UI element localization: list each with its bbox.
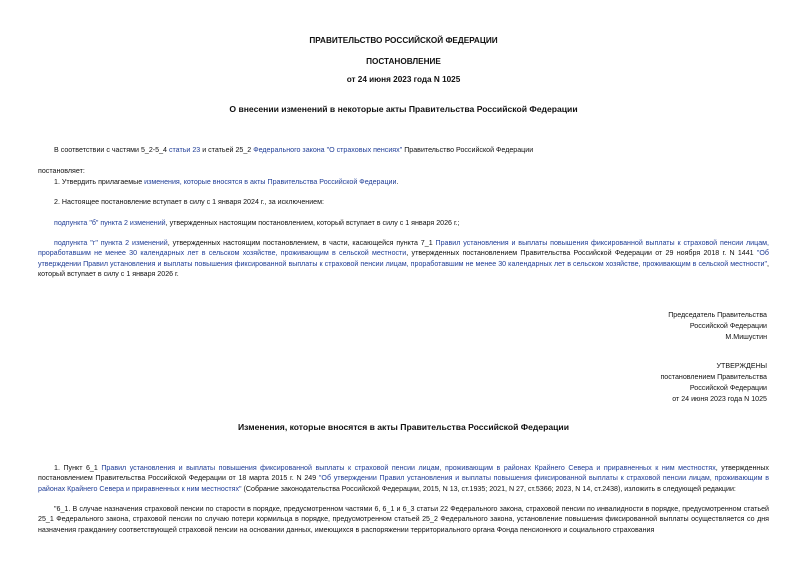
item-1-paragraph [54, 177, 398, 187]
item-1-text: . [396, 178, 399, 186]
item-1-link-changes[interactable]: изменения, которые вносятся в акты Правительства Российской Федерации [144, 178, 397, 186]
changes-item-6-1-paragraph: "6_1. В случае назначения страховой пенсии по старости в порядке, предусмотренном частями 6, 6_1 и 6_3 статьи 22 Федерального закона, страховой пенсии по инвалидности в порядке, предусмотренном статьей 25_1 Федерального закона, страховой пенсии по случаю потери кормильца в порядке, предусмотренном статьей 25_2 Федерального закона, установление повышения фиксированной выплаты осуществляется со дня назначения гражданину соответствующей страховой пенсии на основании данных, имеющихся в распоряжении территориального органа Фонда пенсионного и социального страхования [38, 505, 769, 534]
changes-item-1-text: , утвержденных постановлением Правительства Российской Федерации от 18 марта 2015 г. N 249 [38, 464, 769, 483]
preamble-text: Правительство Российской Федерации [402, 146, 534, 154]
preamble-text: В соответствии с частями 5_2-5_4 [54, 146, 169, 154]
changes-item-1-link-resolution-249[interactable]: "Об утверждении Правил установления и выплаты повышения фиксированной выплаты к страховой пенсии лицам, проживающим в районах Крайнего Севера и приравненных к ним местностях" [38, 474, 769, 493]
preamble-paragraph [54, 145, 533, 155]
approval-line: Российской Федерации [689, 383, 767, 392]
signature-position: Председатель Правительства [668, 311, 767, 319]
changes-item-1-paragraph [38, 463, 769, 494]
item-2b-text: , утвержденных настоящим постановлением, в части, касающейся пункта 7_1 [167, 239, 436, 247]
item-2b-link-resolution-1441[interactable]: "Об утверждении Правил установления и выплаты повышения фиксированной выплаты к страховой пенсии лицам, проработавшим не менее 30 календарных лет в сельском хозяйстве, проживающим в сельской местности" [38, 249, 769, 268]
approval-block [660, 361, 767, 405]
item-2-paragraph: 2. Настоящее постановление вступает в силу с 1 января 2024 г., за исключением: [54, 198, 324, 206]
approval-date: от 24 июня 2023 года N 1025 [672, 394, 767, 403]
approval-line: постановлением Правительства [660, 372, 767, 381]
approval-heading: УТВЕРЖДЕНЫ [716, 362, 767, 370]
item-2b-text: , утвержденных постановлением Правительства Российской Федерации от 29 ноября 2018 г. N 1441 [406, 249, 757, 258]
preamble-text: и статьей 25_2 [200, 146, 254, 154]
item-1-text: 1. Утвердить прилагаемые [54, 178, 145, 186]
document-type: ПОСТАНОВЛЕНИЕ [366, 57, 441, 66]
item-2b-link-rules-rural[interactable]: Правил установления и выплаты повышения фиксированной выплаты к страховой пенсии лицам, проработавшим не менее 30 календарных лет в сельском хозяйстве, проживающим в сельской местности [38, 239, 769, 258]
item-2a-text: , утвержденных настоящим постановлением, который вступает в силу с 1 января 2026 г.; [165, 219, 460, 227]
document-subject: О внесении изменений в некоторые акты Правительства Российской Федерации [229, 104, 578, 114]
item-2a-paragraph [54, 218, 460, 228]
item-2b-text: , который вступает в силу с 1 января 2026 г. [38, 259, 769, 278]
item-2b-link-subitem-g[interactable]: подпункта "г" пункта 2 изменений [54, 239, 168, 247]
document-date-number: от 24 июня 2023 года N 1025 [346, 75, 461, 84]
changes-item-1-link-rules-north[interactable]: Правил установления и выплаты повышения фиксированной выплаты к страховой пенсии лицам, проживающим в районах Крайнего Севера и приравненных к ним местностях [101, 464, 716, 472]
changes-item-1-text: 1. Пункт 6_1 [54, 464, 102, 472]
item-2b-paragraph [38, 238, 769, 279]
item-2a-link-subitem-b[interactable]: подпункта "б" пункта 2 изменений [54, 219, 166, 227]
signature-country: Российской Федерации [689, 321, 767, 330]
preamble-link-federal-law[interactable]: Федерального закона "О страховых пенсиях" [253, 146, 403, 154]
changes-item-1-text: (Собрание законодательства Российской Федерации, 2015, N 13, ст.1935; 2021, N 27, ст.5366; 2023, N 14, ст.2438), изложить в следующей редакции: [241, 484, 736, 493]
changes-title: Изменения, которые вносятся в акты Правительства Российской Федерации [237, 422, 569, 432]
signature-block [668, 310, 767, 343]
signature-name: М.Мишустин [725, 332, 767, 341]
document-authority: ПРАВИТЕЛЬСТВО РОССИЙСКОЙ ФЕДЕРАЦИИ [309, 36, 498, 45]
preamble-decides: постановляет: [38, 167, 85, 175]
preamble-link-article-23[interactable]: статьи 23 [168, 146, 201, 154]
